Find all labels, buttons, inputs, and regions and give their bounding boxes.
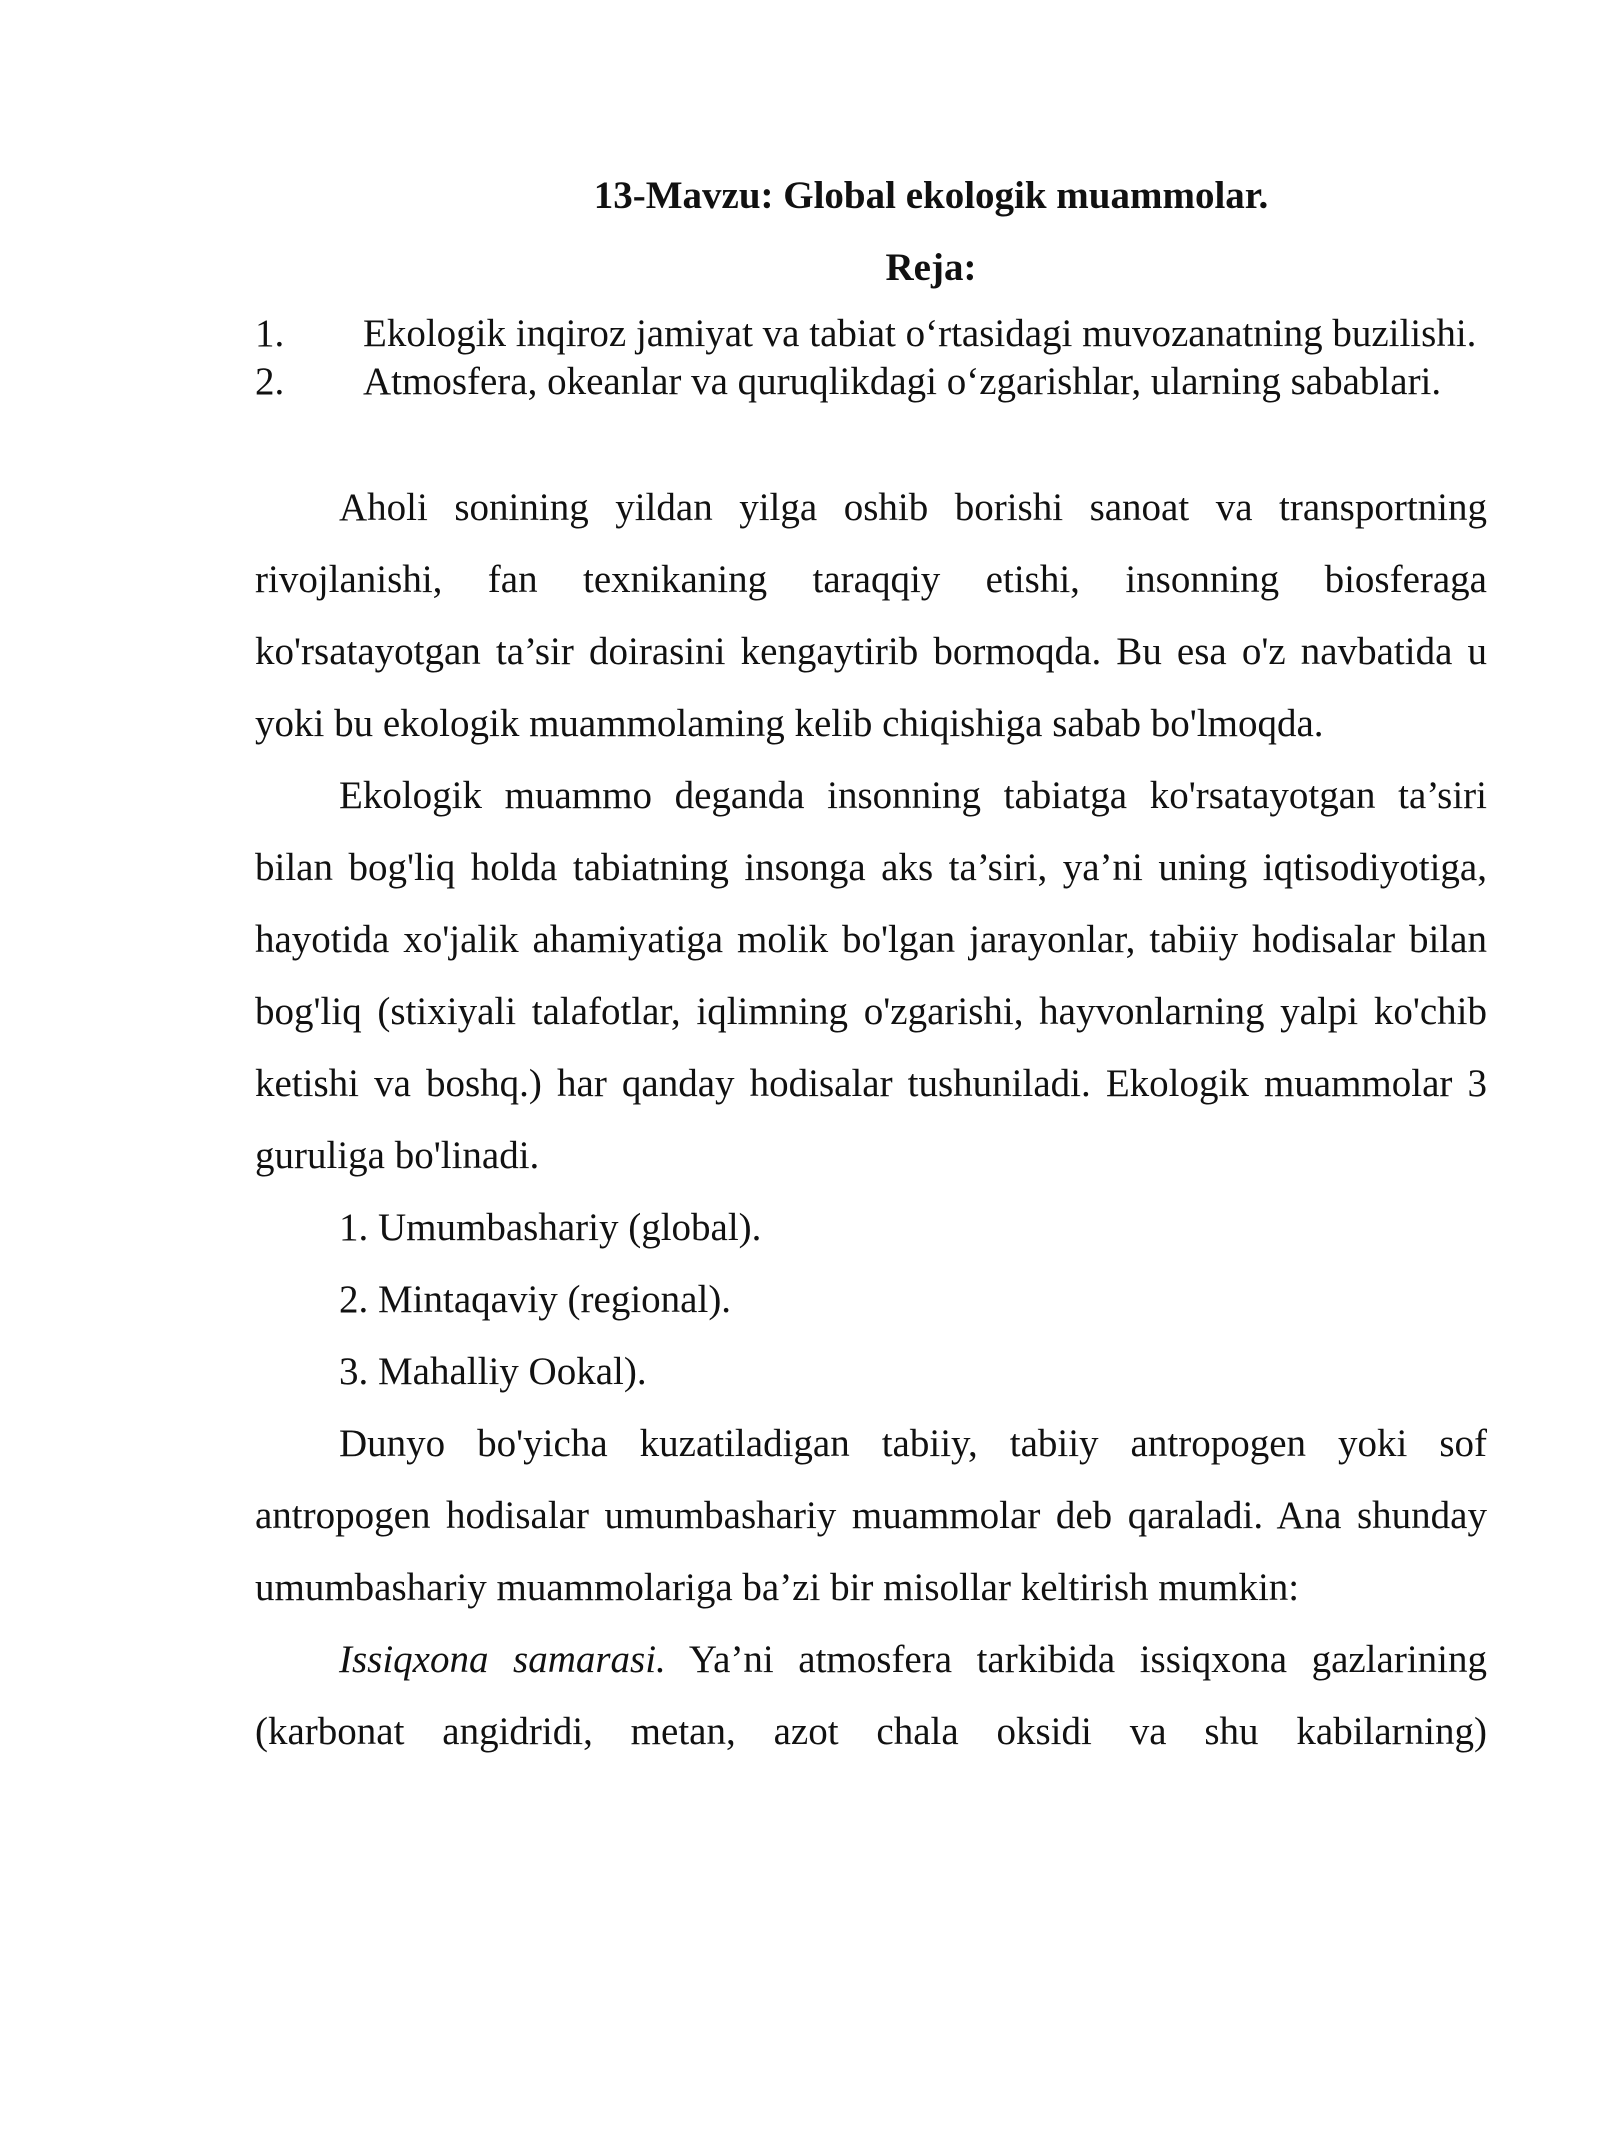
plan-list — [255, 310, 1487, 406]
greenhouse-text: Ya’ni atmosfera tarkibida issiqxona gazlarining (karbonat angidridi, metan, azot chala oksidi va shu kabilarning) — [255, 1638, 1487, 1753]
document-title: 13-Mavzu: Global ekologik muammolar. — [593, 174, 1269, 217]
group-item-regional: 2. Mintaqaviy (regional). — [339, 1278, 732, 1321]
plan-item-number: 1. — [255, 312, 285, 355]
group-item-local: 3. Mahalliy Ookal). — [339, 1350, 647, 1393]
paragraph-greenhouse — [255, 1624, 1487, 1768]
paragraph-intro: Aholi sonining yildan yilga oshib borishi sanoat va transportning rivojlanishi, fan texnikaning taraqqiy etishi, insonning biosferaga ko'rsatayotgan ta’sir doirasini kengaytirib bormoqda. Bu esa o'z navbatida u yoki bu ekologik muammolaming kelib chiqishiga sabab bo'lmoqda. — [255, 486, 1487, 745]
body-text — [255, 472, 1487, 1768]
plan-heading: Reja: — [885, 246, 977, 289]
plan-item-text: Ekologik inqiroz jamiyat va tabiat o‘rtasidagi muvozanatning buzilishi. — [363, 312, 1477, 355]
paragraph-global-problems: Dunyo bo'yicha kuzatiladigan tabiiy, tabiiy antropogen yoki sof antropogen hodisalar umumbashariy muammolar deb qaraladi. Ana shunday umumbashariy muammolariga ba’zi bir misollar keltirish mumkin: — [255, 1422, 1487, 1609]
plan-item — [255, 358, 1487, 406]
greenhouse-term: Issiqxona samarasi. — [339, 1638, 666, 1681]
plan-item-text: Atmosfera, okeanlar va quruqlikdagi o‘zgarishlar, ularning sabablari. — [363, 360, 1442, 403]
plan-item — [255, 310, 1487, 358]
group-item-global: 1. Umumbashariy (global). — [339, 1206, 762, 1249]
plan-item-number: 2. — [255, 360, 285, 403]
document-page — [255, 160, 1487, 1768]
paragraph-definition: Ekologik muammo deganda insonning tabiatga ko'rsatayotgan ta’siri bilan bog'liq holda tabiatning insonga aks ta’siri, ya’ni uning iqtisodiyotiga, hayotida xo'jalik ahamiyatiga molik bo'lgan jarayonlar, tabiiy hodisalar bilan bog'liq (stixiyali talafotlar, iqlimning o'zgarishi, hayvonlarning yalpi ko'chib ketishi va boshq.) har qanday hodisalar tushuniladi. Ekologik muammolar 3 guruliga bo'linadi. — [255, 774, 1487, 1177]
